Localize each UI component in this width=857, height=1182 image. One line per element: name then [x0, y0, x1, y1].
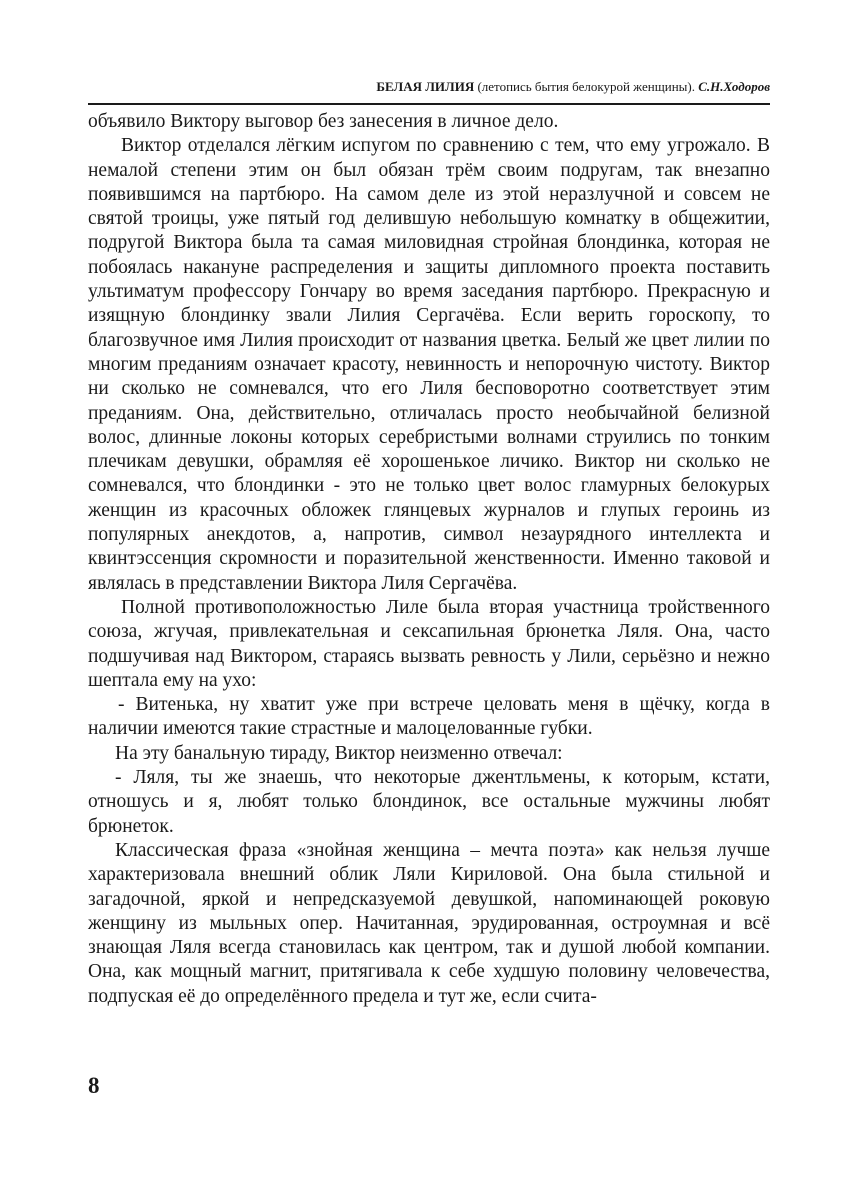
book-author: С.Н.Ходоров: [698, 79, 770, 94]
paragraph-1: объявило Виктору выговор без занесения в личное дело.: [88, 111, 559, 132]
paragraph-6: - Ляля, ты же знаешь, что некоторые джентльмены, к которым, кстати, отношусь и я, любят только блондинок, все остальные мужчины любят брюнеток.: [88, 767, 770, 837]
header-rule: [88, 103, 770, 105]
paragraph-7: Классическая фраза «знойная женщина – мечта поэта» как нельзя лучше характеризовала внешний облик Ляли Кириловой. Она была стильной и загадочной, яркой и непредсказуемой девушкой, напоминающей роковую женщину из мыльных опер. Начитанная, эрудированная, остроумная и всё знающая Ляля всегда становилась как центром, так и душой любой компании. Она, как мощный магнит, притягивала к себе худшую половину человечества, подпуская её до определённого предела и тут же, если счита-: [88, 839, 770, 1007]
paragraph-2: Виктор отделался лёгким испугом по сравнению с тем, что ему угрожало. В немалой степени этим он был обязан трём своим подругам, так внезапно появившимся на партбюро. На самом деле из этой неразлучной и совсем не святой троицы, уже пятый год делившую небольшую комнатку в общежитии, подругой Виктора была та самая миловидная стройная блондинка, которая не побоялась накануне распределения и защиты дипломного проекта поставить ультиматум профессору Гончару во время заседания партбюро. Прекрасную и изящную блондинку звали Лилия Сергачёва. Если верить гороскопу, то благозвучное имя Лилия происходит от названия цветка. Белый же цвет лилии по многим преданиям означает красоту, невинность и непорочную чистоту. Виктор ни сколько не сомневался, что его Лиля бесповоротно соответствует этим преданиям. Она, действительно, отличалась просто необычайной белизной волос, длинные локоны которых серебристыми волнами струились по тонким плечикам девушки, обрамляя её хорошенькое личико. Виктор ни сколько не сомневался, что блондинки - это не только цвет волос гламурных белокурых женщин из красочных обложек глянцевых журналов и глупых героинь из популярных анекдотов, а, напротив, символ незаурядного интеллекта и квинтэссенция скромности и поразительной женственности. Именно таковой и являлась в представлении Виктора Лиля Сергачёва.: [88, 135, 770, 594]
page-number: 8: [88, 1073, 100, 1098]
book-title: БЕЛАЯ ЛИЛИЯ: [376, 79, 475, 94]
book-subtitle: (летопись бытия белокурой женщины).: [474, 79, 699, 94]
paragraph-4: - Витенька, ну хватит уже при встрече целовать меня в щёчку, когда в наличии имеются такие страстные и малоцелованные губки.: [88, 694, 770, 740]
running-head: [88, 78, 770, 96]
paragraph-3: Полной противоположностью Лиле была вторая участница тройственного союза, жгучая, привлекательная и сексапильная брюнетка Ляля. Она, часто подшучивая над Виктором, стараясь вызвать ревность у Лили, серьёзно и нежно шептала ему на ухо:: [88, 596, 770, 691]
body-text: [88, 110, 770, 1009]
paragraph-5: На эту банальную тираду, Виктор неизменно отвечал:: [115, 742, 563, 764]
